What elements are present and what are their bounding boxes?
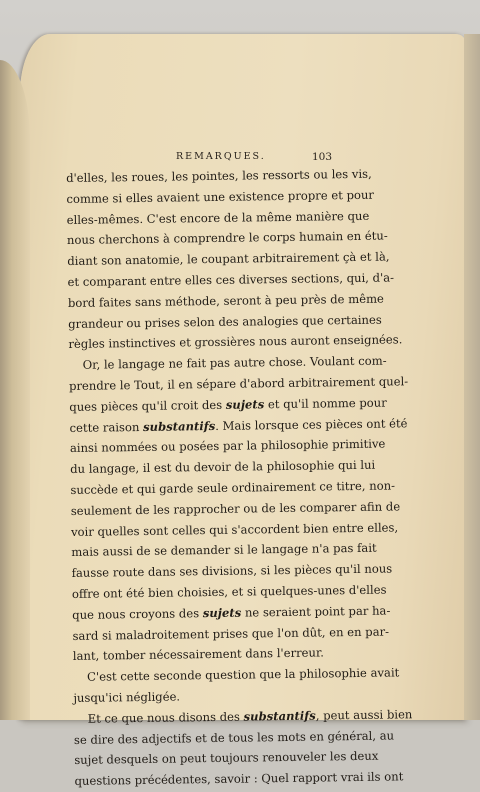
text-line: seulement de les rapprocher ou de les comparer afin de <box>70 499 401 518</box>
text-line: fausse route dans ses divisions, si les pièces qu'il nous <box>71 561 393 581</box>
page-edge <box>464 34 480 720</box>
paragraph <box>68 351 409 667</box>
body-text <box>66 164 413 792</box>
text-line: offre ont été bien choisies, et si quelques-unes d'elles <box>71 582 387 601</box>
text-line: et comparant entre elles ces diverses sections, qui, d'a- <box>67 270 395 289</box>
text-line: mais aussi de se demander si le langage n'a pas fait <box>71 541 377 560</box>
running-head-title: REMARQUES. <box>176 151 266 162</box>
text-line: voir quelles sont celles qui s'accordent bien entre elles, <box>70 519 399 539</box>
text-line: C'est cette seconde question que la philosophie avait <box>87 665 400 684</box>
text-line: prendre le Tout, il en sépare d'abord arbitrairement quel- <box>68 374 409 393</box>
text-line: diant son anatomie, le coupant arbitrairement çà et là, <box>67 249 390 269</box>
paragraph <box>73 705 413 792</box>
text-line: grandeur ou prises selon des analogies que certaines <box>68 312 382 331</box>
text-line: comme si elles avaient une existence propre et pour <box>66 187 375 206</box>
text-line: ainsi nommées ou posées par la philosophie primitive <box>69 436 386 456</box>
text-line: sard si maladroitement prises que l'on dût, en en par- <box>72 624 390 643</box>
text-line: bord faites sans méthode, seront à peu près de même <box>67 291 384 310</box>
text-line: jusqu'ici négligée. <box>73 689 181 705</box>
text-line: Or, le langage ne fait pas autre chose. Voulant com- <box>82 353 387 372</box>
text-line: d'elles, les roues, les pointes, les ressorts ou les vis, <box>66 166 372 185</box>
text-line: du langage, il est du devoir de la philosophie qui lui <box>70 457 376 477</box>
text-line: cette raison substantifs. Mais lorsque ces pièces ont été <box>69 415 408 435</box>
text-line: elles-mêmes. C'est encore de la même manière que <box>66 208 370 227</box>
text-line: nous cherchons à comprendre le corps humain en étu- <box>66 228 388 248</box>
text-line: Et ce que nous disons des substantifs, peut aussi bien <box>87 706 413 726</box>
text-line: questions précédentes, savoir : Quel rapport vrai ils ont <box>74 769 404 789</box>
text-line: succède et qui garde seule ordinairement ce titre, non- <box>70 478 396 497</box>
paragraph <box>73 663 400 709</box>
paragraph <box>66 164 403 355</box>
text-line: sujet desquels on peut toujours renouveler les deux <box>74 749 379 768</box>
text-line: se dire des adjectifs et de tous les mots en général, au <box>73 727 395 747</box>
text-line: que nous croyons des sujets ne seraient point par ha- <box>72 603 391 622</box>
page-number: 103 <box>312 151 333 163</box>
text-line: lant, tomber nécessairement dans l'erreur. <box>72 645 324 664</box>
text-line: ques pièces qu'il croit des sujets et qu'il nomme pour <box>69 395 387 414</box>
text-line: règles instinctives et grossières nous auront enseignées. <box>68 332 403 352</box>
